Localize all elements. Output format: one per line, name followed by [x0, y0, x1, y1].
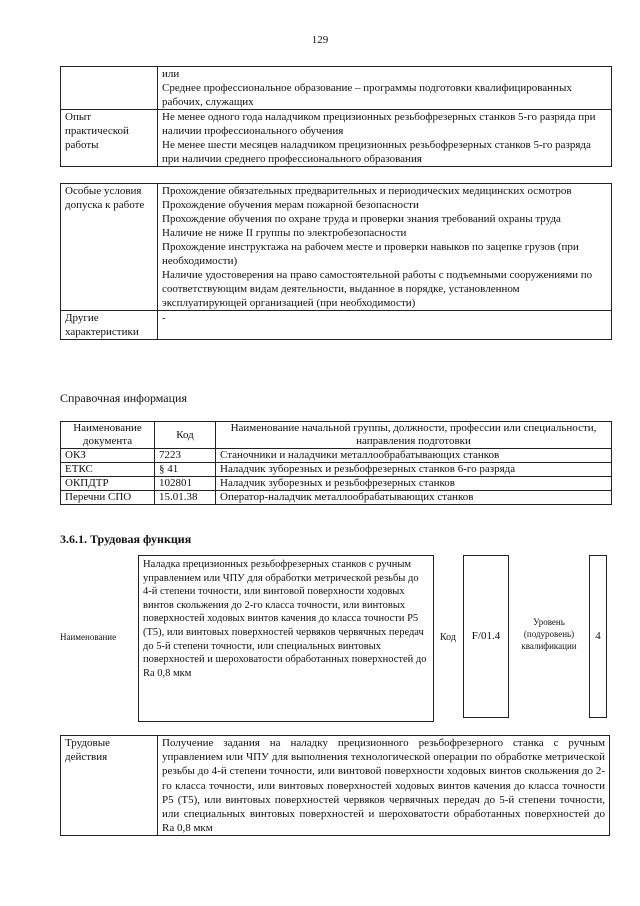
reference-table: [60, 421, 612, 505]
condition-line: Прохождение инструктажа на рабочем месте и проверки навыков по зацепке грузов (при необходимости): [162, 241, 579, 267]
table-row: [61, 491, 612, 505]
function-code-label: Код: [440, 632, 456, 643]
row-code: 102801: [155, 477, 216, 491]
actions-row: [61, 736, 610, 836]
condition-line: Наличие не ниже II группы по электробезопасности: [162, 227, 407, 239]
row-code: 7223: [155, 449, 216, 463]
actions-table: [60, 735, 610, 836]
education-label-cell: [61, 67, 158, 110]
row-doc: ОКЗ: [61, 449, 155, 463]
condition-line: Прохождение обучения мерам пожарной безопасности: [162, 199, 419, 211]
qualification-level-label: Уровень (подуровень) квалификации: [521, 617, 577, 651]
row-code: § 41: [155, 463, 216, 477]
row-code: 15.01.38: [155, 491, 216, 505]
experience-line: Не менее шести месяцев наладчиком прецизионных резьбофрезерных станков 5-го разряда при наличии среднего профессионального образования: [162, 139, 591, 165]
education-value-cell: [158, 67, 612, 110]
row-doc: ОКПДТР: [61, 477, 155, 491]
education-row: [61, 67, 612, 110]
function-name-label: Наименование: [60, 632, 117, 642]
function-code-value: F/01.4: [463, 555, 509, 718]
table-row: [61, 477, 612, 491]
qualification-level-value: 4: [589, 555, 607, 718]
actions-label: Трудовые действия: [61, 736, 158, 836]
conditions-row: [61, 184, 612, 311]
row-name: Оператор-наладчик металлообрабатывающих станков: [216, 491, 612, 505]
other-label: Другие характеристики: [61, 311, 158, 340]
function-name-box: Наладка прецизионных резьбофрезерных станков с ручным управлением или ЧПУ для обработки метрической резьбы до 4-й степени точности, или винтовой поверхности ходовых винтов скольжения до 2-го класса точности, или винтовых поверхностей ходовых винтов качения до класса точности Р5 (Т5), или винтовых поверхностей червяков червячных передач до 5-й степени точности, или специальных винтовых поверхностей и шероховатости обработанных поверхностей до Ra 0,8 мкм: [138, 555, 434, 722]
experience-label: Опыт практической работы: [61, 110, 158, 167]
reference-heading: Справочная информация: [60, 391, 187, 405]
experience-value-cell: [158, 110, 612, 167]
col-code-header: Код: [155, 422, 216, 449]
reference-header-row: [61, 422, 612, 449]
row-name: Наладчик зуборезных и резьбофрезерных станков 6-го разряда: [216, 463, 612, 477]
other-value: -: [158, 311, 612, 340]
conditions-table: [60, 183, 612, 340]
table-row: [61, 449, 612, 463]
conditions-value-cell: [158, 184, 612, 311]
education-experience-table: [60, 66, 612, 167]
row-doc: Перечни СПО: [61, 491, 155, 505]
row-name: Наладчик зуборезных и резьбофрезерных станков: [216, 477, 612, 491]
education-line: Среднее профессиональное образование – программы подготовки квалифицированных рабочих, служащих: [162, 82, 572, 108]
page-number: 129: [311, 34, 329, 46]
col-doc-header: Наименование документа: [61, 422, 155, 449]
experience-line: Не менее одного года наладчиком прецизионных резьбофрезерных станков 5-го разряда при наличии профессионального обучения: [162, 111, 596, 137]
actions-text: Получение задания на наладку прецизионного резьбофрезерного станка с ручным управлением или ЧПУ для выполнения технологической операции по обработке метрической резьбы до 4-й степени точности, или винтовой поверхности ходовых винтов скольжения до 2-го класса точности, или винтовых поверхностей ходовых винтов качения до класса точности Р5 (Т5), или винтовых поверхностей червяков червячных передач до 5-й степени точности, или специальных винтовых поверхностей и шероховатости обработанных поверхностей до Ra 0,8 мкм: [158, 736, 610, 836]
experience-row: [61, 110, 612, 167]
table-row: [61, 463, 612, 477]
other-row: [61, 311, 612, 340]
row-doc: ЕТКС: [61, 463, 155, 477]
education-line: или: [162, 68, 180, 80]
condition-line: Прохождение обучения по охране труда и проверки знания требований охраны труда: [162, 213, 561, 225]
condition-line: Прохождение обязательных предварительных и периодических медицинских осмотров: [162, 185, 572, 197]
section-title: 3.6.1. Трудовая функция: [60, 532, 192, 546]
col-name-header: Наименование начальной группы, должности, профессии или специальности, направления подготовки: [216, 422, 612, 449]
conditions-label: Особые условия допуска к работе: [61, 184, 158, 311]
row-name: Станочники и наладчики металлообрабатывающих станков: [216, 449, 612, 463]
condition-line: Наличие удостоверения на право самостоятельной работы с подъемными сооружениями по соответствующим видам деятельности, выданное в порядке, установленном эксплуатирующей организацией (при необходимости): [162, 269, 593, 309]
